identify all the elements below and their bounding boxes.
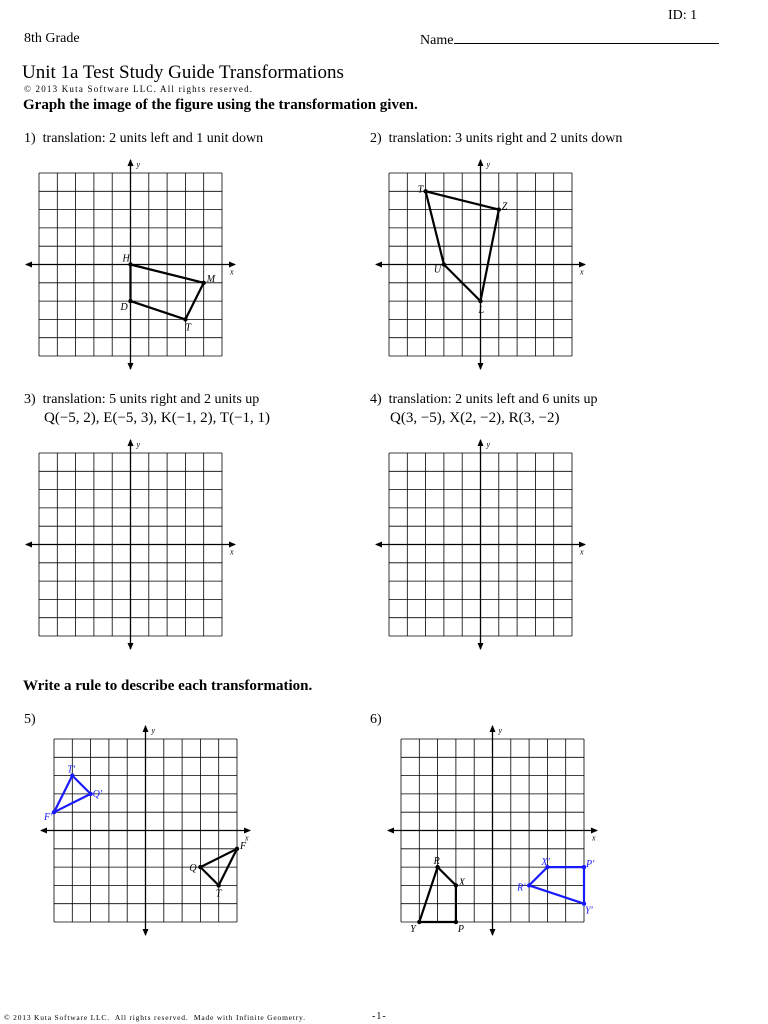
vertex-point xyxy=(183,317,187,321)
pre-image-figure xyxy=(119,253,215,333)
vertex-point xyxy=(478,298,482,302)
vertex-point xyxy=(51,810,55,814)
name-label: Name xyxy=(420,33,454,48)
vertex-label: M xyxy=(206,273,215,285)
problem-3-coords: Q(−5, 2), E(−5, 3), K(−1, 2), T(−1, 1) xyxy=(44,410,271,426)
vertex-label: U xyxy=(433,264,441,275)
vertex-label: X xyxy=(458,876,465,888)
graph-3[interactable] xyxy=(14,428,247,661)
vertex-point xyxy=(234,846,238,850)
vertex-label: L xyxy=(478,304,484,316)
pre-image-figure xyxy=(189,840,247,899)
problem-number: 5) xyxy=(24,712,36,727)
x-axis-label: x xyxy=(229,547,234,556)
page-title: Unit 1a Test Study Guide Transformations xyxy=(22,62,344,83)
vertex-label: D xyxy=(120,301,128,313)
pre-image-figure xyxy=(410,856,466,935)
vertex-label: F' xyxy=(43,811,52,823)
x-arrow-left xyxy=(375,261,382,267)
problem-1 xyxy=(24,131,263,147)
graph-5[interactable] xyxy=(29,714,262,947)
y-axis-label: y xyxy=(498,725,502,735)
y-arrow-up xyxy=(127,439,133,446)
y-arrow-up xyxy=(127,159,133,166)
vertex-label: F xyxy=(239,840,246,852)
y-axis-label: y xyxy=(136,159,140,169)
problem-number: 2) xyxy=(370,131,382,146)
footer-copyright: © 2013 Kuta Software LLC. All rights reserved. Made with Infinite Geometry. xyxy=(4,1013,306,1022)
vertex-point xyxy=(198,864,202,868)
vertex-point xyxy=(441,262,445,266)
pre-image-figure xyxy=(417,184,507,316)
grade-label: 8th Grade xyxy=(24,31,80,46)
problem-4-coords: Q(3, −5), X(2, −2), R(3, −2) xyxy=(390,410,560,426)
vertex-label: Z xyxy=(501,201,507,213)
vertex-point xyxy=(128,298,132,302)
y-arrow-up xyxy=(489,725,495,732)
x-arrow-left xyxy=(25,261,32,267)
graph-6[interactable] xyxy=(376,714,609,947)
vertex-label: P xyxy=(457,923,464,935)
vertex-label: Y' xyxy=(584,905,593,917)
vertex-label: Q' xyxy=(92,788,102,800)
vertex-label: T' xyxy=(66,764,75,776)
problem-text: translation: 2 units left and 6 units up xyxy=(388,392,598,407)
image-figure xyxy=(516,857,595,917)
vertex-point xyxy=(216,883,220,887)
problem-4 xyxy=(370,392,597,408)
x-axis-label: x xyxy=(591,833,596,842)
problem-number: 3) xyxy=(24,392,36,407)
vertex-point xyxy=(201,280,205,284)
vertex-point xyxy=(496,207,500,211)
vertex-point xyxy=(423,189,427,193)
y-arrow-up xyxy=(142,725,148,732)
y-arrow-up xyxy=(477,159,483,166)
problem-text: translation: 5 units right and 2 units up xyxy=(42,392,260,407)
page-number: -1- xyxy=(372,1011,387,1022)
x-axis-label: x xyxy=(244,833,249,842)
x-arrow-left xyxy=(25,541,32,547)
copyright: © 2013 Kuta Software LLC. All rights reserved. xyxy=(24,84,254,94)
name-field[interactable] xyxy=(420,31,719,49)
y-arrow-down xyxy=(477,363,483,370)
problem-number: 6) xyxy=(370,712,382,727)
y-arrow-down xyxy=(127,363,133,370)
graph-4[interactable] xyxy=(364,428,597,661)
vertex-label: T xyxy=(215,887,221,899)
problem-2 xyxy=(370,131,622,147)
vertex-label: Q xyxy=(188,862,197,874)
y-arrow-down xyxy=(142,929,148,936)
vertex-label: P' xyxy=(585,858,594,870)
y-axis-label: y xyxy=(136,439,140,449)
y-arrow-down xyxy=(127,643,133,650)
graph-2[interactable] xyxy=(364,148,597,381)
name-line[interactable] xyxy=(454,31,719,44)
y-arrow-down xyxy=(489,929,495,936)
vertex-label: Y xyxy=(409,923,416,935)
x-arrow-left xyxy=(40,827,47,833)
y-arrow-down xyxy=(477,643,483,650)
x-arrow-left xyxy=(387,827,394,833)
id-label: ID: 1 xyxy=(668,8,698,23)
y-axis-label: y xyxy=(151,725,155,735)
x-arrow-left xyxy=(375,541,382,547)
x-axis-label: x xyxy=(229,267,234,276)
y-axis-label: y xyxy=(486,439,490,449)
graph-instruction: Graph the image of the figure using the transformation given. xyxy=(23,97,418,113)
y-axis-label: y xyxy=(486,159,490,169)
vertex-label: T xyxy=(417,183,423,195)
vertex-label: T xyxy=(184,321,191,333)
vertex-point xyxy=(417,919,421,923)
problem-number: 4) xyxy=(370,392,382,407)
problem-text: translation: 3 units right and 2 units down xyxy=(388,131,623,146)
vertex-point xyxy=(453,883,457,887)
x-axis-label: x xyxy=(579,267,584,276)
rule-instruction: Write a rule to describe each transformation. xyxy=(23,678,313,694)
vertex-label: H xyxy=(122,253,130,264)
problem-text: translation: 2 units left and 1 unit down xyxy=(42,131,264,146)
vertex-label: R xyxy=(433,855,440,867)
vertex-label: X' xyxy=(540,856,550,868)
x-axis-label: x xyxy=(579,547,584,556)
problem-number: 1) xyxy=(24,131,36,146)
graph-1[interactable] xyxy=(14,148,247,381)
vertex-label: R' xyxy=(516,881,525,893)
problem-3 xyxy=(24,392,259,408)
vertex-point xyxy=(526,883,530,887)
y-arrow-up xyxy=(477,439,483,446)
